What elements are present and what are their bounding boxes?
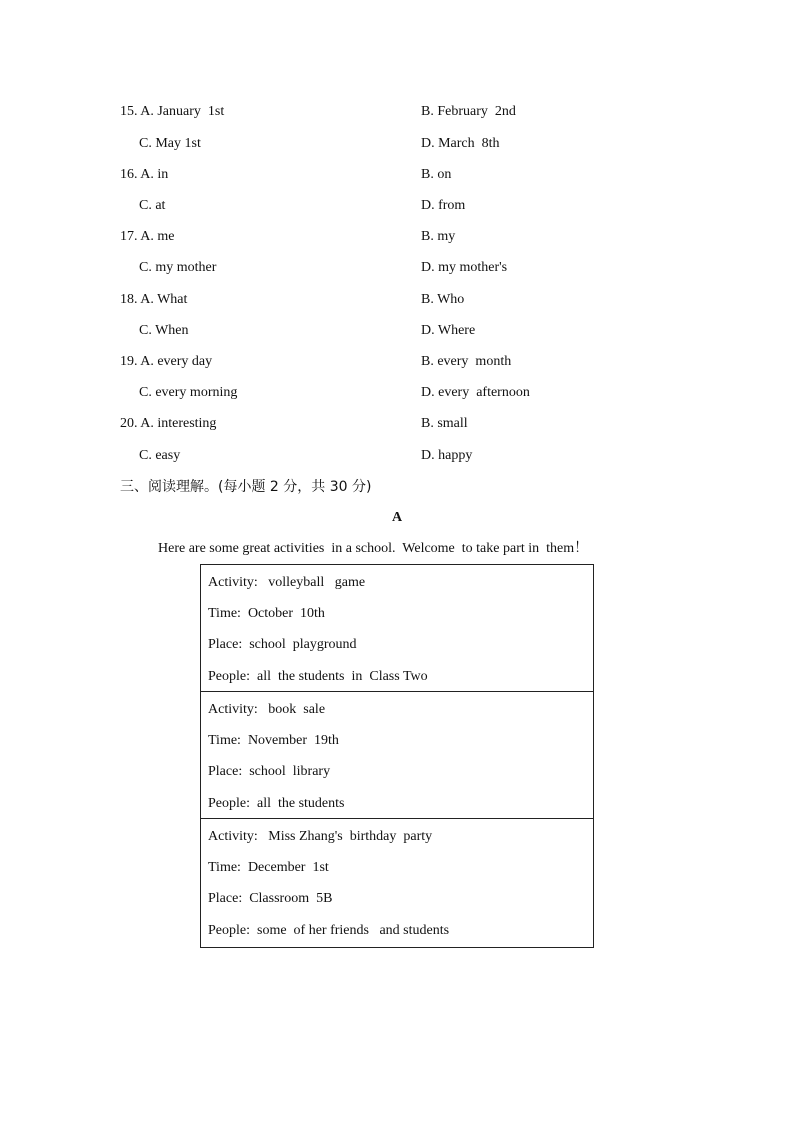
section-heading: 三、阅读理解。(每小题 2 分，共 30 分): [120, 479, 372, 495]
activity-block: [201, 819, 593, 947]
option-text: B. small: [421, 416, 468, 431]
activity-name: Activity: Miss Zhang's birthday party: [208, 829, 433, 844]
activity-time: Time: December 1st: [208, 860, 329, 875]
question-19-row-2: [120, 383, 680, 403]
question-18-row-1: [120, 290, 680, 310]
passage-label: A: [391, 510, 403, 525]
activity-time: Time: October 10th: [208, 606, 325, 621]
option-text: D. every afternoon: [421, 385, 530, 400]
option-text: B. on: [421, 167, 452, 182]
option-text: C. at: [139, 198, 166, 213]
activity-name: Activity: volleyball game: [208, 575, 366, 590]
activity-name: Activity: book sale: [208, 702, 326, 717]
option-text: C. easy: [139, 448, 181, 463]
question-16-row-2: [120, 196, 680, 216]
question-20-row-2: [120, 446, 680, 466]
activity-place: Place: school playground: [208, 637, 357, 652]
option-text: C. May 1st: [139, 136, 201, 151]
option-text: 18. A. What: [120, 292, 188, 307]
question-20-row-1: [120, 414, 680, 434]
question-19-row-1: [120, 352, 680, 372]
question-17-row-1: [120, 227, 680, 247]
option-text: 16. A. in: [120, 167, 169, 182]
question-18-row-2: [120, 321, 680, 341]
option-text: B. my: [421, 229, 456, 244]
activity-block: [201, 565, 593, 692]
question-15-row-2: [120, 134, 680, 154]
option-text: D. my mother's: [421, 260, 508, 275]
activity-people: People: some of her friends and students: [208, 923, 450, 938]
option-text: B. every month: [421, 354, 512, 369]
question-16-row-1: [120, 165, 680, 185]
option-text: C. my mother: [139, 260, 217, 275]
option-text: C. When: [139, 323, 189, 338]
activity-place: Place: school library: [208, 764, 331, 779]
option-text: D. Where: [421, 323, 476, 338]
option-text: B. Who: [421, 292, 465, 307]
option-text: 15. A. January 1st: [120, 104, 225, 119]
option-text: C. every morning: [139, 385, 238, 400]
option-text: 17. A. me: [120, 229, 175, 244]
question-17-row-2: [120, 258, 680, 278]
activity-block: [201, 692, 593, 819]
option-text: 19. A. every day: [120, 354, 213, 369]
option-text: D. from: [421, 198, 466, 213]
option-text: D. March 8th: [421, 136, 500, 151]
activity-people: People: all the students in Class Two: [208, 669, 428, 684]
passage-intro: Here are some great activities in a school. Welcome to take part in them！: [158, 541, 589, 556]
option-text: B. February 2nd: [421, 104, 516, 119]
activities-table: [200, 564, 594, 948]
activity-time: Time: November 19th: [208, 733, 339, 748]
option-text: D. happy: [421, 448, 473, 463]
option-text: 20. A. interesting: [120, 416, 217, 431]
question-15-row-1: [120, 102, 680, 122]
activity-place: Place: Classroom 5B: [208, 891, 333, 906]
activity-people: People: all the students: [208, 796, 345, 811]
